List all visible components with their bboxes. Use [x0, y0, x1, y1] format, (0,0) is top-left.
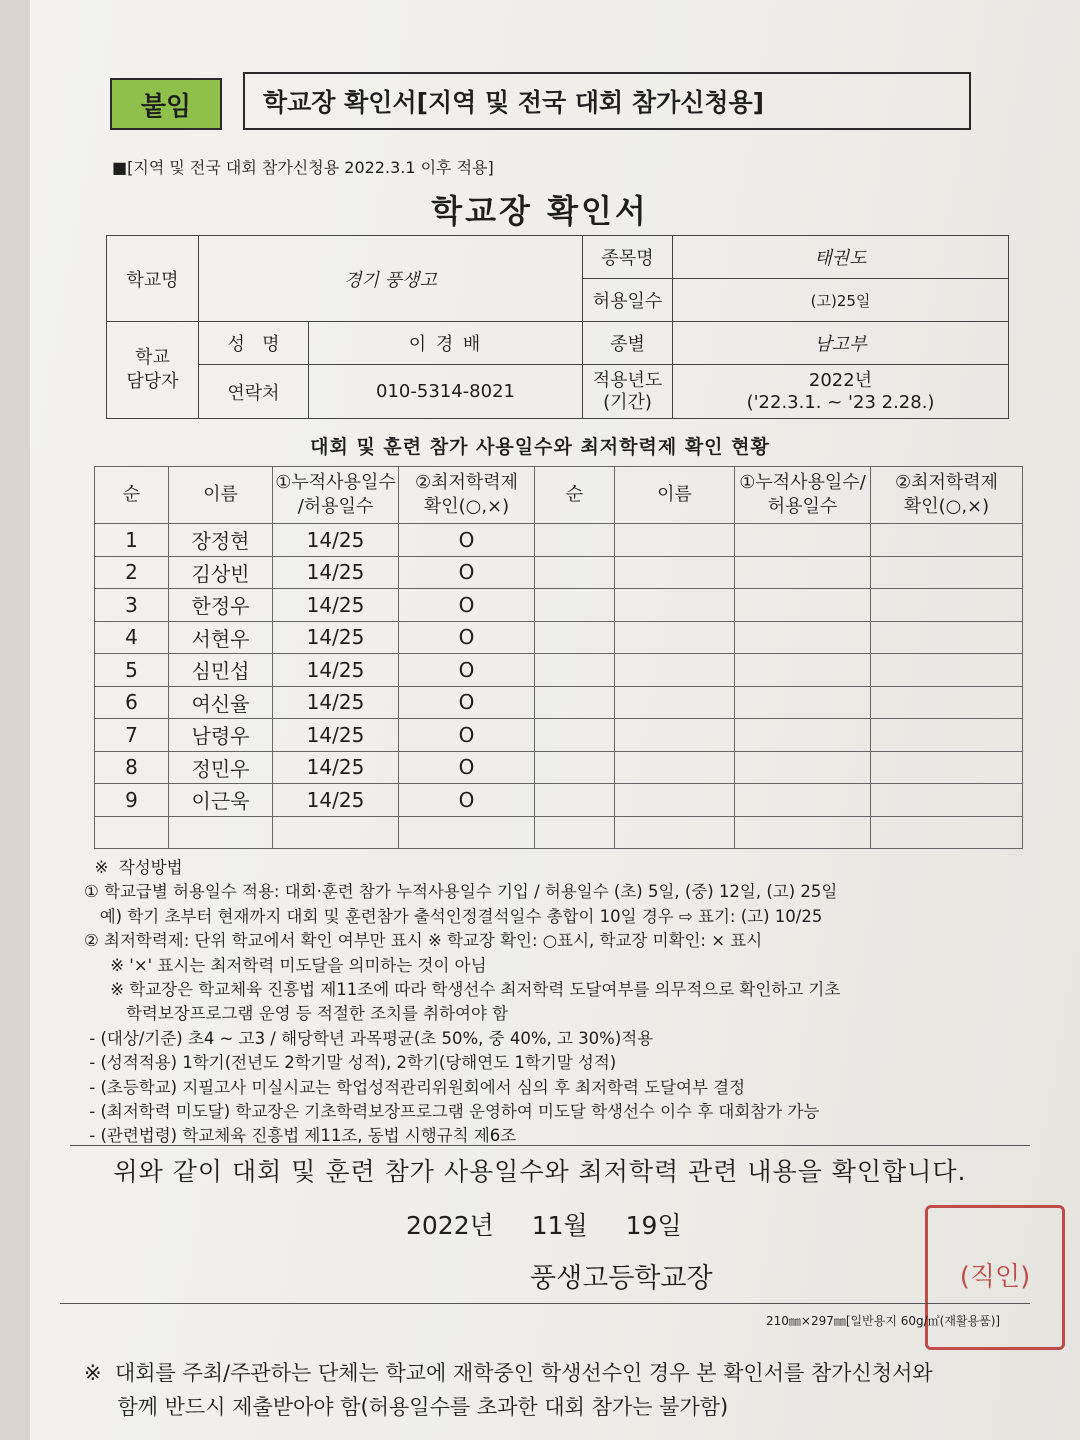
divider-line	[70, 1145, 1030, 1146]
row-no: 6	[95, 686, 169, 719]
note-line: 예) 학기 초부터 현재까지 대회 및 훈련참가 출석인정결석일수 총합이 10일 경우 ⇨ 표기: (고) 10/25	[84, 906, 823, 926]
row-days: 14/25	[273, 556, 399, 589]
table-row	[95, 751, 1023, 784]
empty-cell	[615, 589, 735, 622]
row-check: O	[399, 686, 535, 719]
section-title: 대회 및 훈련 참가 사용일수와 최저학력제 확인 현황	[310, 436, 770, 458]
row-check: O	[399, 621, 535, 654]
row-days: 14/25	[273, 751, 399, 784]
allowed-days-label: 허용일수	[583, 279, 673, 322]
page-title: 학교장 확인서	[431, 192, 649, 230]
empty-cell	[535, 524, 615, 557]
table-row	[95, 621, 1023, 654]
division-value: 남고부	[673, 322, 1009, 365]
header-name-2: 이름	[615, 467, 735, 524]
row-name: 장정현	[169, 524, 273, 557]
attachment-tag: 붙임	[110, 78, 222, 130]
writing-instructions	[84, 856, 1044, 1149]
table-row	[95, 556, 1023, 589]
apply-year-label: 적용년도 (기간)	[583, 365, 673, 419]
row-days: 14/25	[273, 524, 399, 557]
empty-cell	[735, 816, 871, 849]
contact-label: 연락처	[199, 365, 309, 419]
date-month: 11월	[531, 1211, 588, 1240]
row-no: 3	[95, 589, 169, 622]
header-name: 이름	[169, 467, 273, 524]
empty-cell	[871, 719, 1023, 752]
empty-cell	[735, 784, 871, 817]
footer-notice	[84, 1356, 1044, 1424]
empty-cell	[871, 589, 1023, 622]
row-check: O	[399, 751, 535, 784]
row-name: 정민우	[169, 751, 273, 784]
note-line: ※ 작성방법	[84, 858, 183, 877]
empty-cell	[871, 524, 1023, 557]
empty-cell	[871, 556, 1023, 589]
row-check: O	[399, 524, 535, 557]
note-line: - (관련법령) 학교체육 진흥법 제11조, 동법 시행규칙 제6조	[84, 1126, 517, 1146]
note-line: - (초등학교) 지필고사 미실시교는 학업성적관리위원회에서 심의 후 최저학력 도달여부 결정	[84, 1077, 746, 1097]
table-row	[95, 654, 1023, 687]
note-line: - (성적적용) 1학기(전년도 2학기말 성적), 2학기(당해연도 1학기말 성적)	[84, 1053, 617, 1073]
note-line: 학력보장프로그램 운영 등 적절한 조치를 취하여야 함	[84, 1004, 509, 1024]
row-days: 14/25	[273, 621, 399, 654]
empty-cell	[535, 621, 615, 654]
note-line: - (최저학력 미도달) 학교장은 기초학력보장프로그램 운영하여 미도달 학생선수 이수 후 대회참가 가능	[84, 1102, 820, 1122]
empty-cell	[871, 686, 1023, 719]
date-day: 19일	[625, 1211, 682, 1240]
empty-cell	[535, 751, 615, 784]
row-name: 남령우	[169, 719, 273, 752]
empty-cell	[273, 816, 399, 849]
empty-cell	[615, 719, 735, 752]
form-subnote: ■[지역 및 전국 대회 참가신청용 2022.3.1 이후 적용]	[112, 158, 494, 177]
row-no: 9	[95, 784, 169, 817]
row-check: O	[399, 719, 535, 752]
empty-cell	[735, 524, 871, 557]
principal-signature: 풍생고등학교장	[530, 1263, 713, 1294]
division-label: 종별	[583, 322, 673, 365]
date-year: 2022년	[406, 1211, 494, 1240]
row-check: O	[399, 589, 535, 622]
divider-line-2	[60, 1303, 1030, 1304]
header-no: 순	[95, 467, 169, 524]
table-row	[95, 524, 1023, 557]
empty-cell	[735, 556, 871, 589]
empty-cell	[735, 686, 871, 719]
empty-cell	[535, 654, 615, 687]
empty-cell	[615, 686, 735, 719]
empty-cell	[615, 751, 735, 784]
empty-cell	[615, 816, 735, 849]
footer-line: 함께 반드시 제출받아야 함(허용일수를 초과한 대회 참가는 불가함)	[84, 1395, 729, 1419]
name-label: 성 명	[199, 322, 309, 365]
empty-cell	[95, 816, 169, 849]
table-row	[95, 784, 1023, 817]
header-days-2: ①누적사용일수/ 허용일수	[735, 467, 871, 524]
row-name: 김상빈	[169, 556, 273, 589]
footer-line: ※ 대회를 주최/주관하는 단체는 학교에 재학중인 학생선수인 경우 본 확인서를 참가신청서와	[84, 1361, 933, 1385]
row-days: 14/25	[273, 654, 399, 687]
note-line: ① 학교급별 허용일수 적용: 대회·훈련 참가 누적사용일수 기입 / 허용일수 (초) 5일, (중) 12일, (고) 25일	[84, 882, 838, 902]
row-name: 심민섭	[169, 654, 273, 687]
row-name: 서현우	[169, 621, 273, 654]
empty-cell	[615, 654, 735, 687]
empty-cell	[735, 751, 871, 784]
event-value: 태권도	[673, 236, 1009, 279]
row-name: 이근욱	[169, 784, 273, 817]
row-no: 8	[95, 751, 169, 784]
table-row	[95, 719, 1023, 752]
empty-cell	[615, 524, 735, 557]
banner-title: 학교장 확인서[지역 및 전국 대회 참가신청용]	[243, 72, 971, 130]
school-value: 경기 풍생고	[199, 236, 583, 322]
student-table	[94, 466, 1023, 849]
paper-spec: 210㎜×297㎜[일반용지 60g/㎡(재활용품)]	[766, 1314, 1001, 1328]
note-line: ② 최저학력제: 단위 학교에서 확인 여부만 표시 ※ 학교장 확인: ○표시, 학교장 미확인: × 표시	[84, 931, 763, 951]
empty-cell	[871, 816, 1023, 849]
note-line: - (대상/기준) 초4 ~ 고3 / 해당학년 과목평균(초 50%, 중 40%, 고 30%)적용	[84, 1028, 654, 1048]
row-no: 5	[95, 654, 169, 687]
empty-cell	[615, 556, 735, 589]
table-row	[95, 816, 1023, 849]
header-days: ①누적사용일수 /허용일수	[273, 467, 399, 524]
empty-cell	[871, 751, 1023, 784]
empty-cell	[871, 621, 1023, 654]
apply-year-value: 2022년 ('22.3.1. ~ '23 2.28.)	[673, 365, 1009, 419]
empty-cell	[871, 654, 1023, 687]
info-table	[106, 235, 1009, 419]
official-seal: (직인)	[925, 1205, 1065, 1350]
row-no: 7	[95, 719, 169, 752]
empty-cell	[615, 621, 735, 654]
allowed-days-value: (고)25일	[673, 279, 1009, 322]
row-days: 14/25	[273, 589, 399, 622]
row-check: O	[399, 654, 535, 687]
contact-value: 010-5314-8021	[309, 365, 583, 419]
empty-cell	[535, 816, 615, 849]
table-row	[95, 589, 1023, 622]
row-days: 14/25	[273, 719, 399, 752]
empty-cell	[535, 589, 615, 622]
empty-cell	[735, 654, 871, 687]
empty-cell	[399, 816, 535, 849]
note-line: ※ '×' 표시는 최저학력 미도달을 의미하는 것이 아님	[84, 955, 487, 975]
empty-cell	[535, 686, 615, 719]
table-row	[95, 686, 1023, 719]
event-label: 종목명	[583, 236, 673, 279]
name-value: 이 경 배	[309, 322, 583, 365]
row-no: 1	[95, 524, 169, 557]
school-label: 학교명	[107, 236, 199, 322]
row-name: 여신율	[169, 686, 273, 719]
empty-cell	[735, 589, 871, 622]
empty-cell	[615, 784, 735, 817]
row-check: O	[399, 784, 535, 817]
header-check-2: ②최저학력제 확인(○,×)	[871, 467, 1023, 524]
empty-cell	[735, 621, 871, 654]
note-line: ※ 학교장은 학교체육 진흥법 제11조에 따라 학생선수 최저학력 도달여부를 의무적으로 확인하고 기초	[84, 980, 841, 1000]
issue-date	[406, 1206, 682, 1242]
row-no: 4	[95, 621, 169, 654]
header-no-2: 순	[535, 467, 615, 524]
empty-cell	[535, 784, 615, 817]
row-name: 한정우	[169, 589, 273, 622]
manager-label: 학교 담당자	[107, 322, 199, 419]
empty-cell	[535, 556, 615, 589]
empty-cell	[535, 719, 615, 752]
row-days: 14/25	[273, 686, 399, 719]
empty-cell	[169, 816, 273, 849]
row-no: 2	[95, 556, 169, 589]
header-check: ②최저학력제 확인(○,×)	[399, 467, 535, 524]
empty-cell	[735, 719, 871, 752]
empty-cell	[871, 784, 1023, 817]
row-check: O	[399, 556, 535, 589]
confirm-statement: 위와 같이 대회 및 훈련 참가 사용일수와 최저학력 관련 내용을 확인합니다.	[113, 1157, 967, 1186]
row-days: 14/25	[273, 784, 399, 817]
